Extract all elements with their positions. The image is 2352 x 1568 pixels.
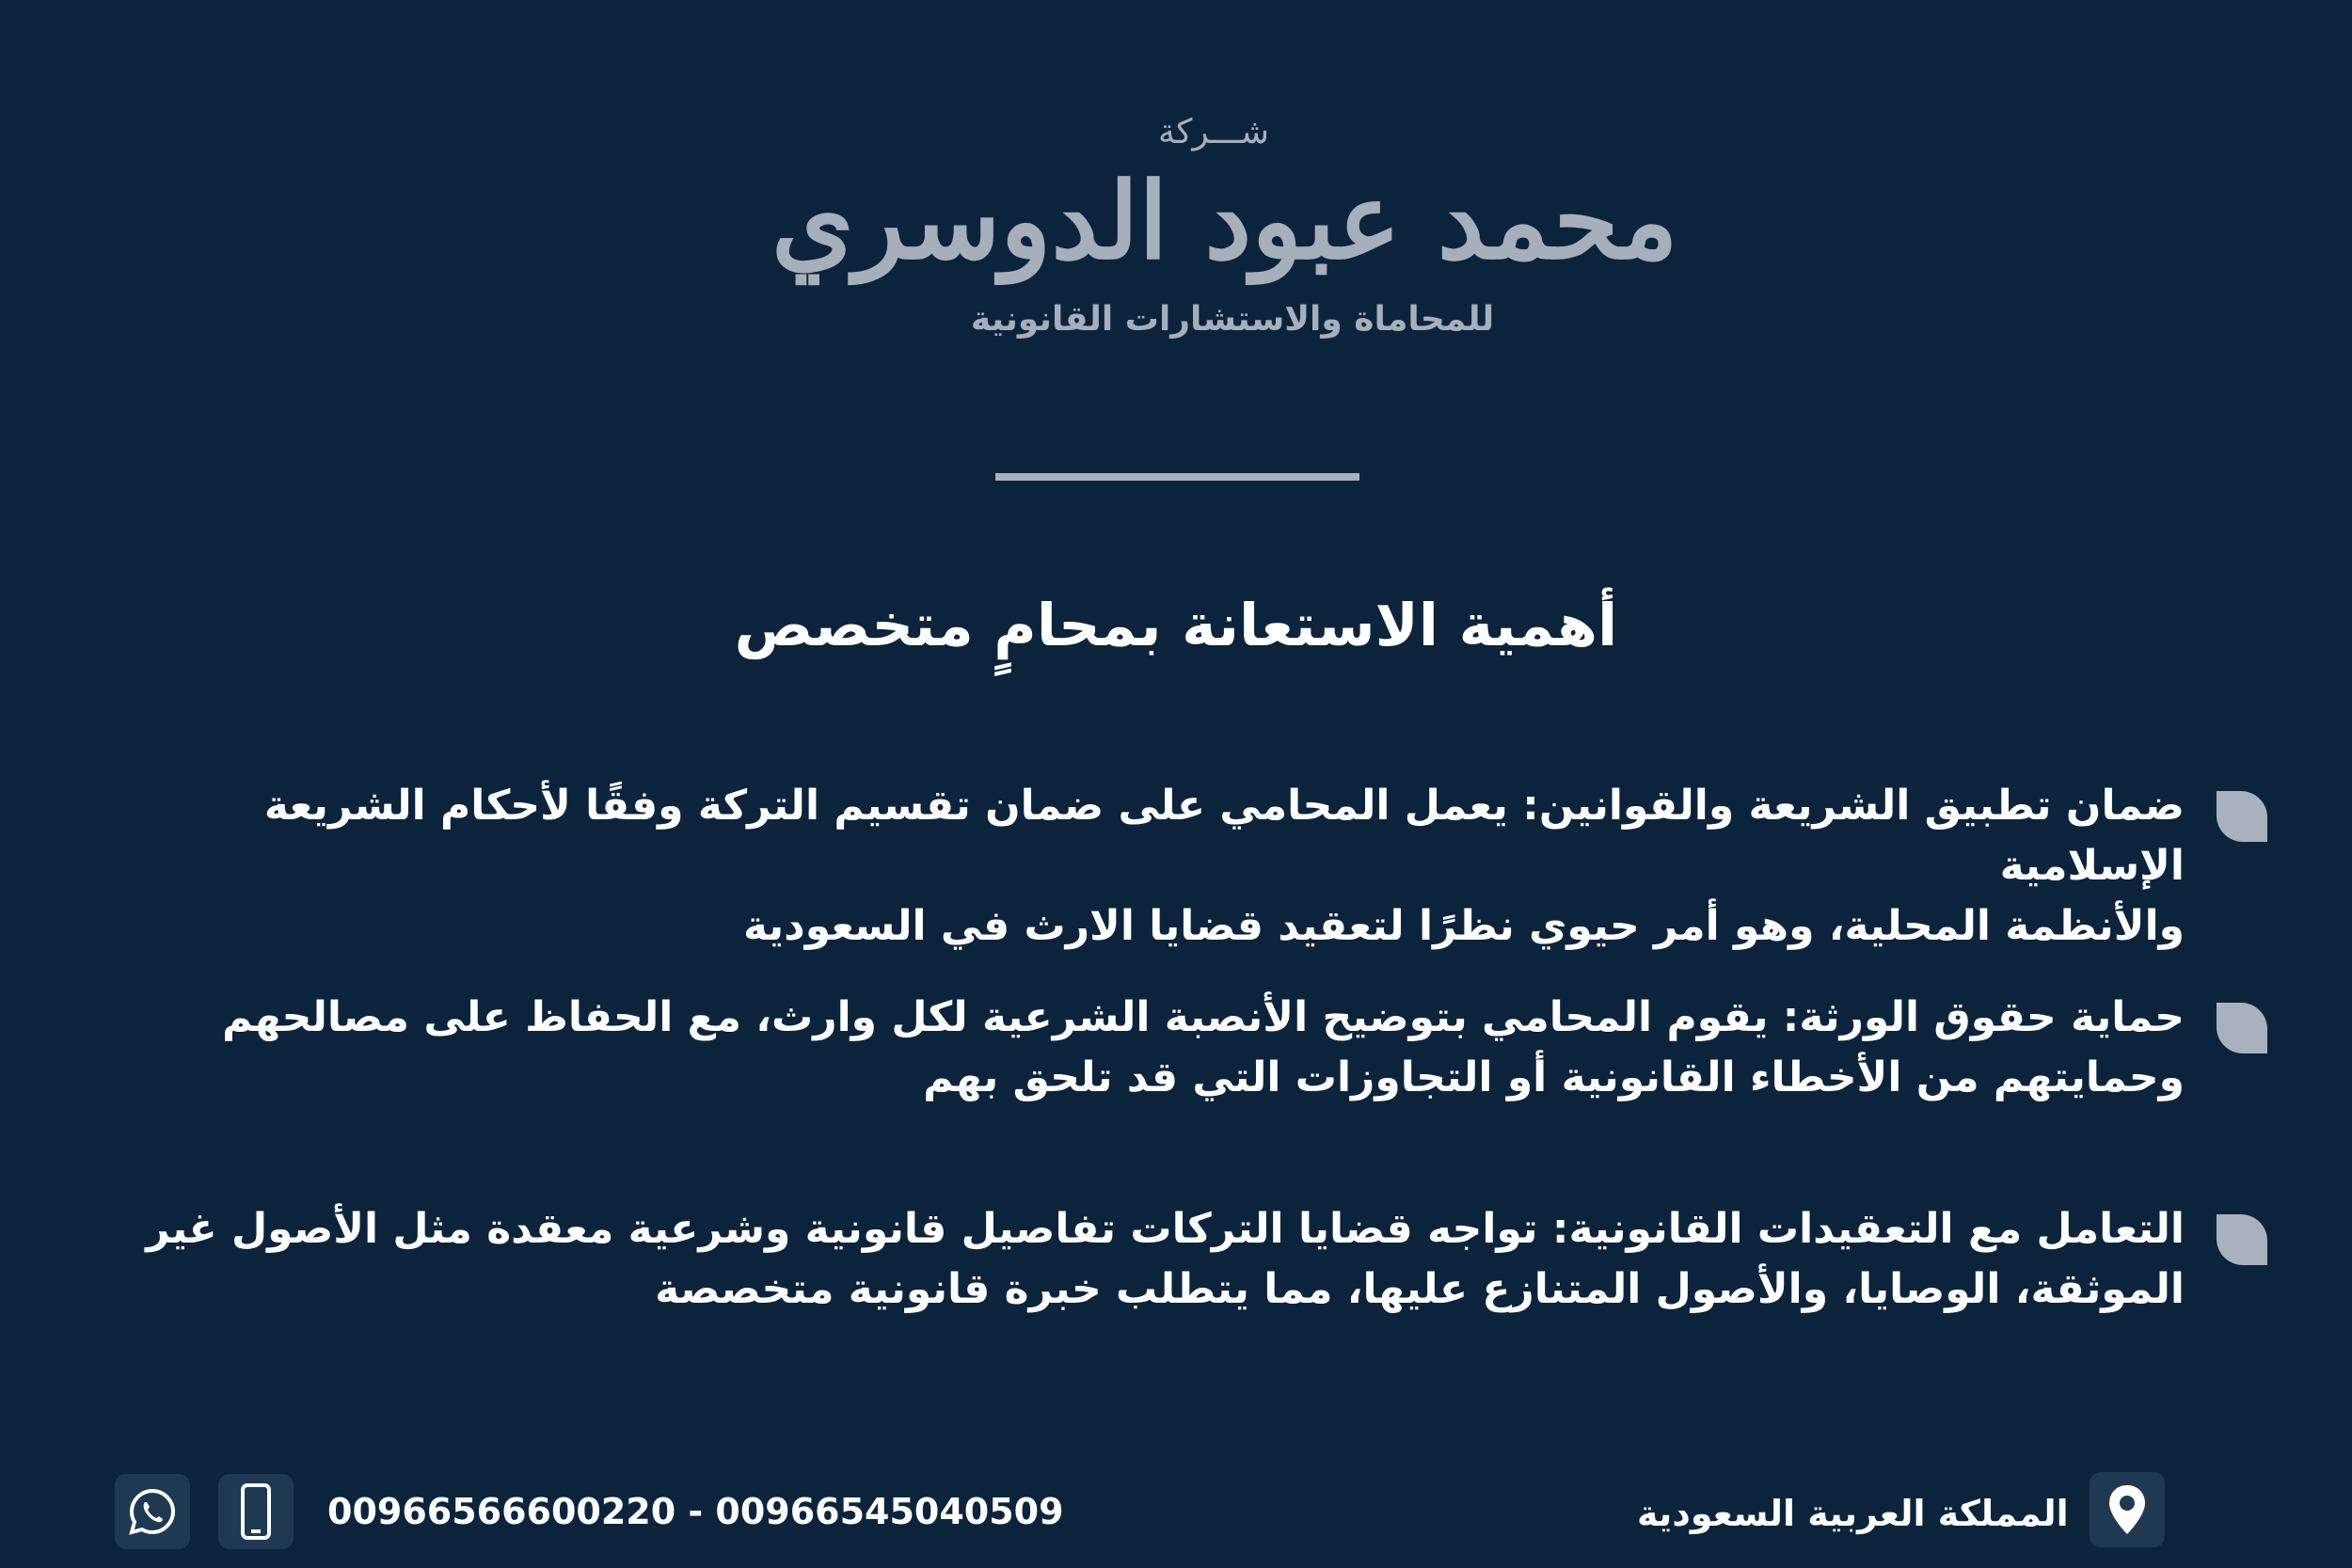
logo-tagline: للمحاماة والاستشارات القانونية [970, 300, 1495, 339]
leaf-bullet-icon [2217, 791, 2267, 842]
point-text [96, 988, 2185, 1108]
page-title: أهمية الاستعانة بمحامٍ متخصص [734, 591, 1618, 659]
whatsapp-icon[interactable] [115, 1474, 190, 1549]
point-line: ضمان تطبيق الشريعة والقوانين: يعمل المحامي على ضمان تقسيم التركة وفقًا لأحكام الشريعة الإسلامية [263, 782, 2185, 890]
leaf-bullet-icon [2217, 1214, 2267, 1265]
footer-contact [115, 1473, 1064, 1550]
point-line: حماية حقوق الورثة: يقوم المحامي بتوضيح الأنصبة الشرعية لكل وارث، مع الحفاظ على مصالحهم [222, 993, 2185, 1041]
list-item [75, 988, 2267, 1108]
point-line: التعامل مع التعقيدات القانونية: تواجه قضايا التركات تفاصيل قانونية وشرعية معقدة مثل الأصول غير [146, 1205, 2185, 1253]
list-item [75, 776, 2267, 957]
company-logo [771, 113, 1678, 423]
divider-line [995, 473, 1359, 481]
location-pin-icon [2090, 1472, 2165, 1547]
footer-location [1637, 1472, 2165, 1547]
mobile-phone-icon[interactable] [218, 1474, 294, 1549]
logo-company-word: شـــركة [1157, 113, 1270, 151]
point-line: وحمايتهم من الأخطاء القانونية أو التجاوزات التي قد تلحق بهم [923, 1053, 2185, 1101]
point-line: والأنظمة المحلية، وهو أمر حيوي نظرًا لتعقيد قضايا الارث في السعودية [742, 902, 2185, 950]
point-text [96, 776, 2185, 957]
phone-numbers[interactable]: 00966566600220 - 00966545040509 [327, 1491, 1064, 1532]
leaf-bullet-icon [2217, 1003, 2267, 1053]
location-text: المملكة العربية السعودية [1637, 1493, 2069, 1534]
point-line: الموثقة، الوصايا، والأصول المتنازع عليها، مما يتطلب خبرة قانونية متخصصة [655, 1265, 2185, 1313]
point-text [96, 1199, 2185, 1320]
list-item [75, 1199, 2267, 1320]
logo-calligraphy-name: محمد عبود الدوسري [771, 160, 1678, 283]
